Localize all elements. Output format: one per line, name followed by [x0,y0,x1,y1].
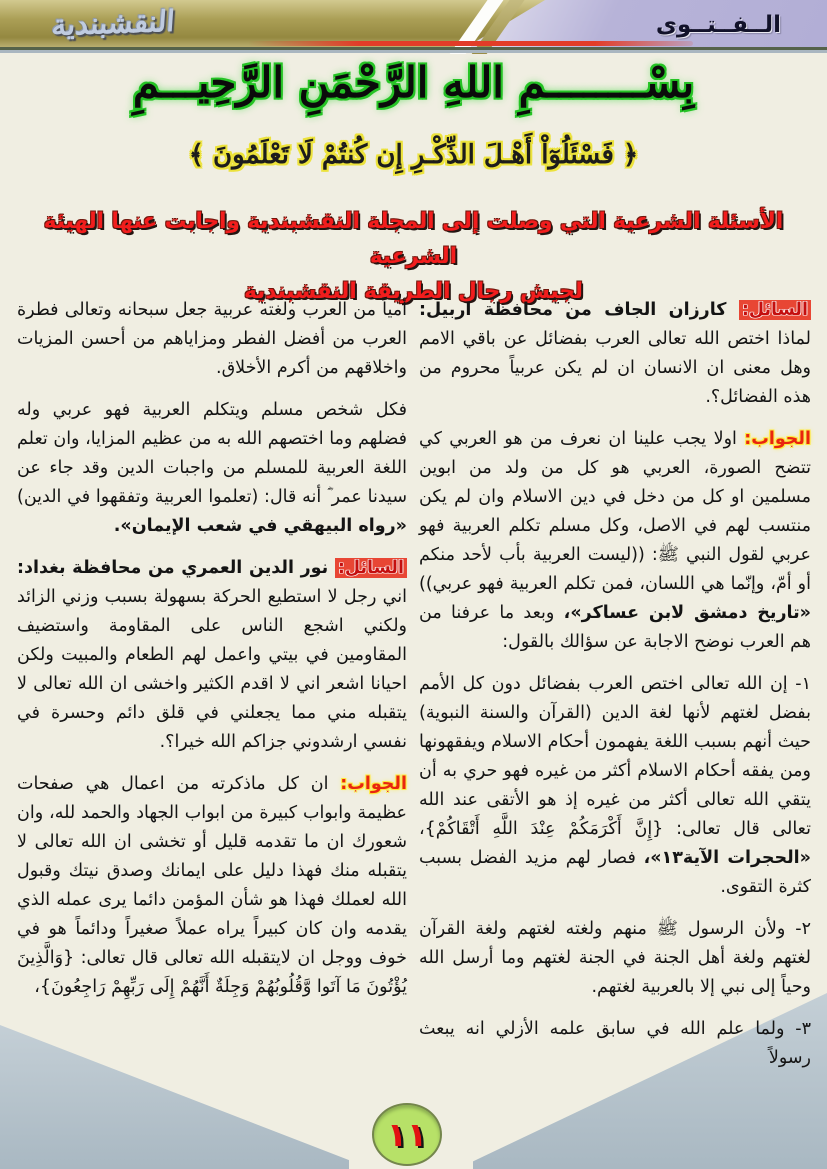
magazine-logo: النقشبندية [50,3,176,43]
point-text: فصار لهم مزيد الفضل بسبب كثرة التقوى. [419,848,811,897]
quran-verse: ﴿ فَسْئَلُوٓاْ أَهْـلَ الذِّكْـرِ إِن كُنتُمْ لَا تَعْلَمُونَ ﴾ [188,140,639,170]
question-2 [17,554,407,757]
verse-source: «الحجرات الآية١٣»، [643,848,811,868]
answer-label: الجواب: [340,774,407,794]
point-text: ١- إن الله تعالى اختص العرب بفضائل دون كل الأمم بفضل لغتهم لأنها لغة الدين (القرآن والسنة النبوية) حيث أنهم بسبب اللغة يفهمون أحكام الاسلام ويفقهونها ومن يفقه أحكام الاسلام أكثر من غيره فهو حري به أن يتقي الله تعالى أكثر من غيره إذ هو الأتقى عند الله تعالى قال تعالى: {إِنَّ أَكْرَمَكُمْ عِنْدَ اللَّهِ أَتْقَاكُمْ}، [419,674,811,839]
section-title: الــفــتــوى [655,12,781,38]
hadith-source: «رواه البيهقي في شعب الإيمان». [113,516,407,536]
heading-line2: لجيش رجال الطريقة النقشبندية [244,279,583,304]
answer-label: الجواب: [744,429,811,449]
answer-point-2: ٢- ولأن الرسول ﷺ منهم ولغته لغتهم ولغة القرآن لغتهم ولغة أهل الجنة في الجنة لغتهم وما أرسل الله وحياً إلى نبي إلا بالعربية لغتهم. [419,919,811,997]
question-text: اني رجل لا استطيع الحركة بسهولة بسبب وزني الزائد ولكني اشجع الناس على المقاومة واستضيف المقاومين في بيتي واعمل لهم الطعام والمبيت ولكن احيانا اشعر اني لا اقدم الكثير واخشى ان الله تعالى لا يتقبله مني مما يجعلني في قلق دائم وحسرة في نفسي ارشدوني جزاكم الله خيرا؟. [17,587,407,752]
asker-label: السائل: [739,300,811,320]
page-number-badge [372,1103,442,1166]
answer-text: ان كل ماذكرته من اعمال هي صفحات عظيمة وابواب كبيرة من ابواب الجهاد والحمد لله، وان شعورك ان ما تقدمه قليل أو تخشى ان الله تعالى لا يتقبله منك فهذا دليل على ايمانك وصدق نيتك وقبول الله لعملك فهذا هو شأن المؤمن دائما يرى عمله الذي يقدمه وان كان كبيراً يراه عملاً صغيراً ودائماً هو في خوف ووجل ان لايتقبله الله تعالى قال تعالى: {وَالَّذِينَ يُؤْتُونَ مَا آتَوا وَّقُلُوبُهُمْ وَجِلَةٌ أَنَّهُمْ إِلَى رَبِّهِمْ رَاجِعُونَ}، [17,774,407,997]
page-header [0,0,827,52]
answer-1 [419,425,811,657]
header-red-line [248,41,693,46]
answer-point-3: ٣- ولما علم الله في سابق علمه الأزلي انه يبعث رسولاً [419,1019,811,1068]
hadith-source: «تاريخ دمشق لابن عساكر»، [563,603,811,623]
asker-label: السائل: [335,558,407,578]
asker-name: نور الدين العمري من محافظة بغداد: [17,558,335,578]
answer-2 [17,770,407,1002]
question-text: لماذا اختص الله تعالى العرب بفضائل عن باقي الامم وهل معنى ان الانسان ان لم يكن عربياً محروم من هذه الفضائل؟. [419,329,811,407]
continuation-1: أمياً من العرب ولغته عربية جعل سبحانه وتعالى فطرة العرب من أفضل الفطر ومزاياهم من أحسن المزيات واخلاقهم من أكرم الأخلاق. [17,300,407,378]
body-text: فكل شخص مسلم ويتكلم العربية فهو عربي وله فضلهم وما اختصهم الله به من عظيم المزايا، وان تعلم اللغة العربية للمسلم من واجبات الدين وقد جاء عن سيدنا عمر ؓ أنه قال: (تعلموا العربية وتفقهوا في الدين) [17,400,407,507]
article-heading [0,204,827,309]
column-second [17,296,407,1015]
footer-left-wedge [0,1025,372,1169]
heading-line1: الأسئلة الشرعية التي وصلت إلى المجلة النقشبندية واجابت عنها الهيئة الشرعية [43,209,784,269]
answer-point-1 [419,670,811,902]
bismillah-calligraphy: بِسْــــــــمِ اللهِ الرَّحْمَنِ الرَّحِيـــمِ [132,58,695,107]
question-1 [419,296,811,412]
page-number: ١١ [386,1115,428,1154]
asker-name: كارزان الجاف من محافظة اربيل: [419,300,739,320]
answer-text: اولا يجب علينا ان نعرف من هو العربي كي تتضح الصورة، العربي هو كل من ولد من ابوين مسلمين او كل من دخل في دين الاسلام وان لم يكن منتسب لهم في الاصل، وكل مسلم تكلم العربية فهو عربي لقول النبي ﷺ: ((ليست العربية بأب لأحد منكم أو أمّ، وإنّما هي اللسان، فمن تكلم العربية فهو عربي)) [419,429,811,594]
answer-text: وبعد ما عرفنا من هم العرب نوضح الاجابة عن سؤالك بالقول: [419,603,811,652]
header-divider-light [0,50,827,53]
column-first [419,296,811,1086]
continuation-2 [17,396,407,541]
